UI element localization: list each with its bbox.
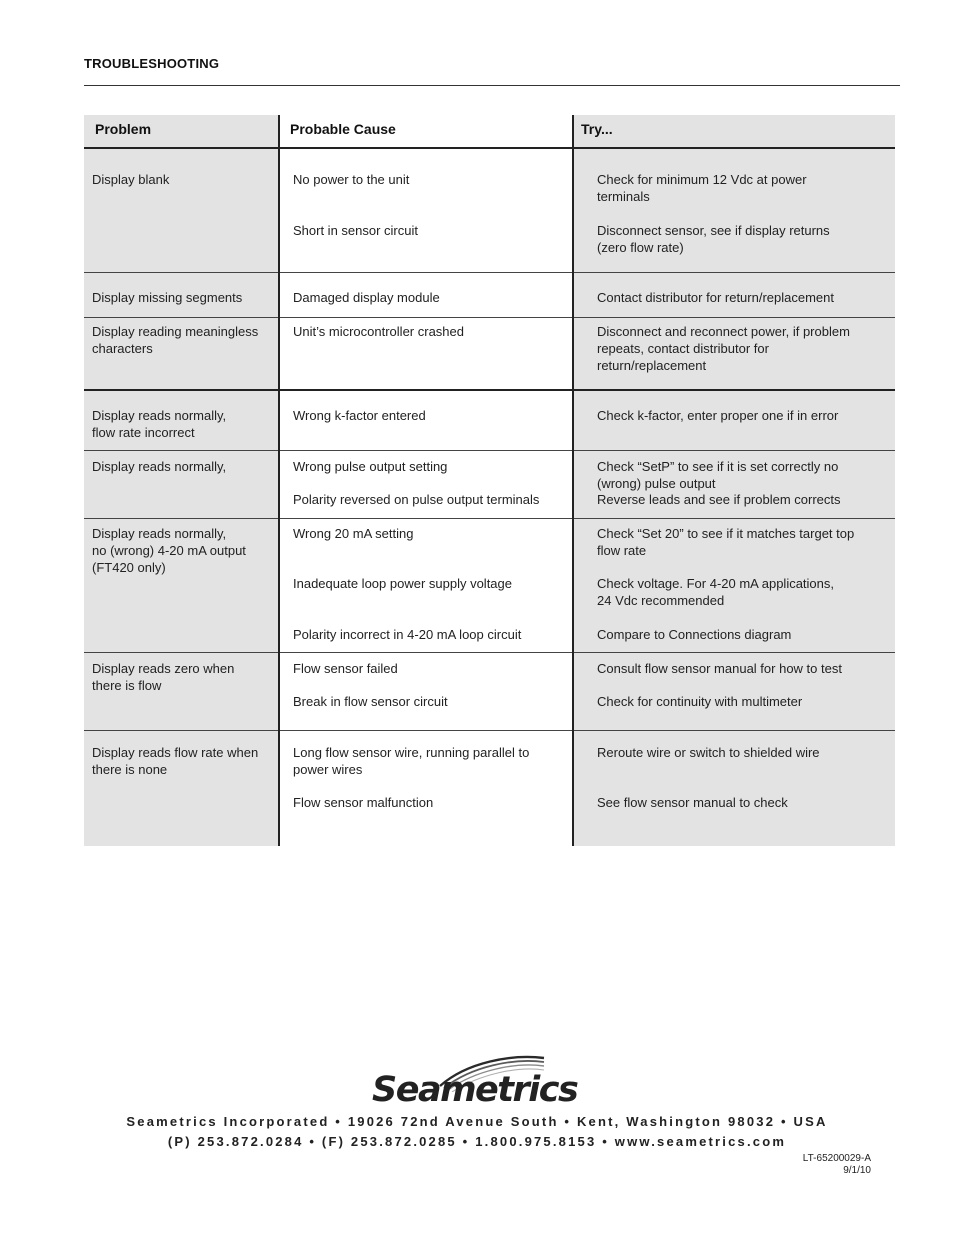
try-cell: Reroute wire or switch to shielded wire — [597, 745, 820, 760]
contact-line: (P) 253.872.0284 • (F) 253.872.0285 • 1.800.975.8153 • www.seametrics.com — [167, 1134, 787, 1149]
cause-cell: Unit’s microcontroller crashed — [293, 324, 464, 339]
try-cell: Check k-factor, enter proper one if in error — [597, 408, 839, 423]
document-date: 9/1/10 — [843, 1165, 871, 1176]
cause-cell: Polarity incorrect in 4-20 mA loop circuit — [293, 627, 522, 642]
column-divider — [572, 115, 574, 846]
try-cell: Check “Set 20” to see if it matches target top flow rate — [597, 526, 855, 558]
title-rule — [84, 85, 900, 86]
header-rule — [84, 147, 895, 149]
cause-cell: Wrong k-factor entered — [293, 408, 426, 423]
try-cell: Contact distributor for return/replacement — [597, 290, 834, 305]
column-divider — [278, 115, 280, 846]
try-cell: Check for continuity with multimeter — [597, 694, 803, 709]
section-title: TROUBLESHOOTING — [84, 56, 220, 71]
problem-cell: Display reads zero when there is flow — [92, 661, 235, 693]
document-number: LT-65200029-A — [802, 1153, 871, 1164]
cause-cell: Inadequate loop power supply voltage — [293, 576, 512, 591]
row-divider — [84, 730, 895, 731]
problem-cell: Display reads flow rate when there is none — [92, 745, 259, 777]
row-divider — [84, 272, 895, 273]
try-cell: Check for minimum 12 Vdc at power terminals — [597, 172, 807, 204]
seametrics-logo — [372, 1052, 582, 1114]
cause-cell: Long flow sensor wire, running parallel to power wires — [293, 745, 530, 777]
try-cell: Compare to Connections diagram — [597, 627, 792, 642]
row-divider — [84, 518, 895, 519]
problem-cell: Display missing segments — [92, 290, 243, 305]
header-try: Try... — [581, 121, 613, 137]
address-line: Seametrics Incorporated • 19026 72nd Avenue South • Kent, Washington 98032 • USA — [126, 1114, 828, 1129]
try-cell: Check voltage. For 4-20 mA applications, 24 Vdc recommended — [597, 576, 835, 608]
problem-cell: Display reading meaningless characters — [92, 324, 259, 356]
problem-cell: Display blank — [92, 172, 170, 187]
row-divider — [84, 389, 895, 391]
row-divider — [84, 450, 895, 451]
cause-cell: No power to the unit — [293, 172, 410, 187]
problem-column-bg — [84, 115, 278, 846]
cause-cell: Damaged display module — [293, 290, 440, 305]
try-cell: Disconnect and reconnect power, if problem repeats, contact distributor for return/replacement — [597, 324, 850, 373]
row-divider — [84, 652, 895, 653]
try-cell: Check “SetP” to see if it is set correctly no (wrong) pulse output — [597, 459, 839, 491]
cause-cell: Break in flow sensor circuit — [293, 694, 448, 709]
troubleshooting-table — [84, 115, 895, 846]
logo-wordmark: Seametrics — [372, 1070, 578, 1110]
try-cell: See flow sensor manual to check — [597, 795, 788, 810]
cause-cell: Short in sensor circuit — [293, 223, 418, 238]
cause-cell: Wrong pulse output setting — [293, 459, 448, 474]
try-cell: Consult flow sensor manual for how to test — [597, 661, 842, 676]
header-probable-cause: Probable Cause — [290, 121, 396, 137]
cause-cell: Flow sensor malfunction — [293, 795, 434, 810]
try-cell: Disconnect sensor, see if display returns (zero flow rate) — [597, 223, 830, 255]
problem-cell: Display reads normally, flow rate incorrect — [92, 408, 227, 440]
row-divider — [84, 317, 895, 318]
cause-cell: Polarity reversed on pulse output terminals — [293, 492, 540, 507]
header-problem: Problem — [95, 121, 152, 137]
problem-cell: Display reads normally, no (wrong) 4-20 mA output (FT420 only) — [92, 526, 246, 575]
try-cell: Reverse leads and see if problem corrects — [597, 492, 841, 507]
problem-cell: Display reads normally, — [92, 459, 227, 474]
cause-cell: Wrong 20 mA setting — [293, 526, 414, 541]
cause-cell: Flow sensor failed — [293, 661, 398, 676]
